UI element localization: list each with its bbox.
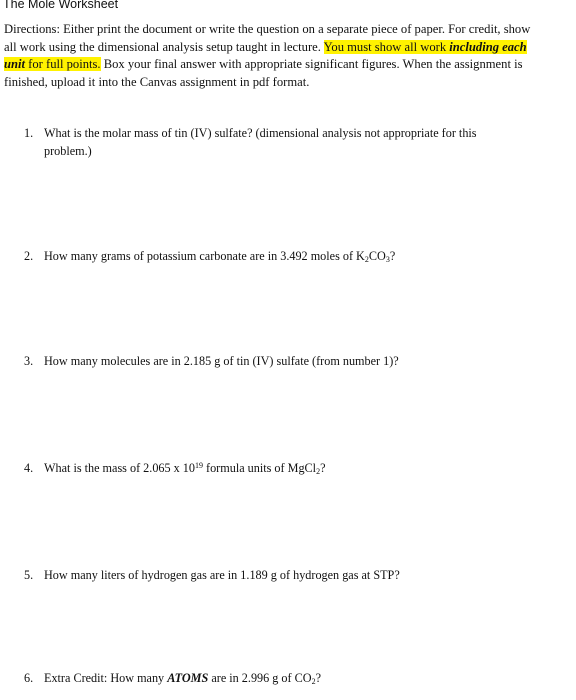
question-number: 3. [24,354,34,368]
question-number: 6. [24,671,34,685]
question-text: What is the mass of 2.065 x 10 [44,461,195,475]
emphasized-instruction: including each [449,39,527,54]
question-mark: ? [389,249,396,263]
question-text: How many liters of hydrogen gas are in 1.189 g of hydrogen gas at STP? [44,568,400,582]
directions-line-2 [4,39,576,57]
highlighted-text [324,40,527,54]
formula-text: CO [368,249,386,263]
subscript: 3 [385,255,390,264]
subscript: 2 [364,255,369,264]
highlighted-instruction: for full points. [25,57,101,71]
directions-line-1: Directions: Either print the document or write the question on a separate piece of paper. For credit, show [4,22,531,36]
emphasized-word: ATOMS [167,671,209,685]
question-mark: ? [320,461,326,475]
exponent: 19 [194,461,203,470]
directions-text: Box your final answer with appropriate significant figures. When the assignment is [100,57,523,71]
question-5 [24,567,400,585]
question-1 [24,125,477,160]
question-mark: ? [315,671,321,685]
directions-text: all work using the dimensional analysis setup taught in lecture. [4,39,324,54]
question-text: How many grams of potassium carbonate are in 3.492 moles of K [44,249,365,263]
question-text: How many molecules are in 2.185 g of tin (IV) sulfate (from number 1)? [44,354,399,368]
question-text: are in 2.996 g of CO [208,671,312,685]
highlighted-text [4,57,101,71]
question-number: 4. [24,461,34,475]
directions-line-4: finished, upload it into the Canvas assignment in pdf format. [4,74,310,89]
question-number: 1. [24,126,34,140]
emphasized-instruction: unit [4,57,26,71]
subscript: 2 [311,677,316,686]
question-text: What is the molar mass of tin (IV) sulfate? (dimensional analysis not appropriate for this [44,126,477,140]
question-number: 2. [24,249,34,263]
question-2 [24,248,395,266]
directions-line-3 [4,56,576,74]
highlighted-instruction: You must show all work [323,39,450,54]
question-text: formula units of MgCl [202,461,317,475]
question-text-continued: problem.) [44,143,92,158]
directions-paragraph [4,21,576,91]
question-text: Extra Credit: How many [44,671,168,685]
subscript: 2 [316,467,321,476]
question-4 [24,460,325,478]
question-number: 5. [24,568,34,582]
question-6 [24,670,321,688]
worksheet-title: The Mole Worksheet [3,0,119,11]
question-3 [24,353,399,371]
